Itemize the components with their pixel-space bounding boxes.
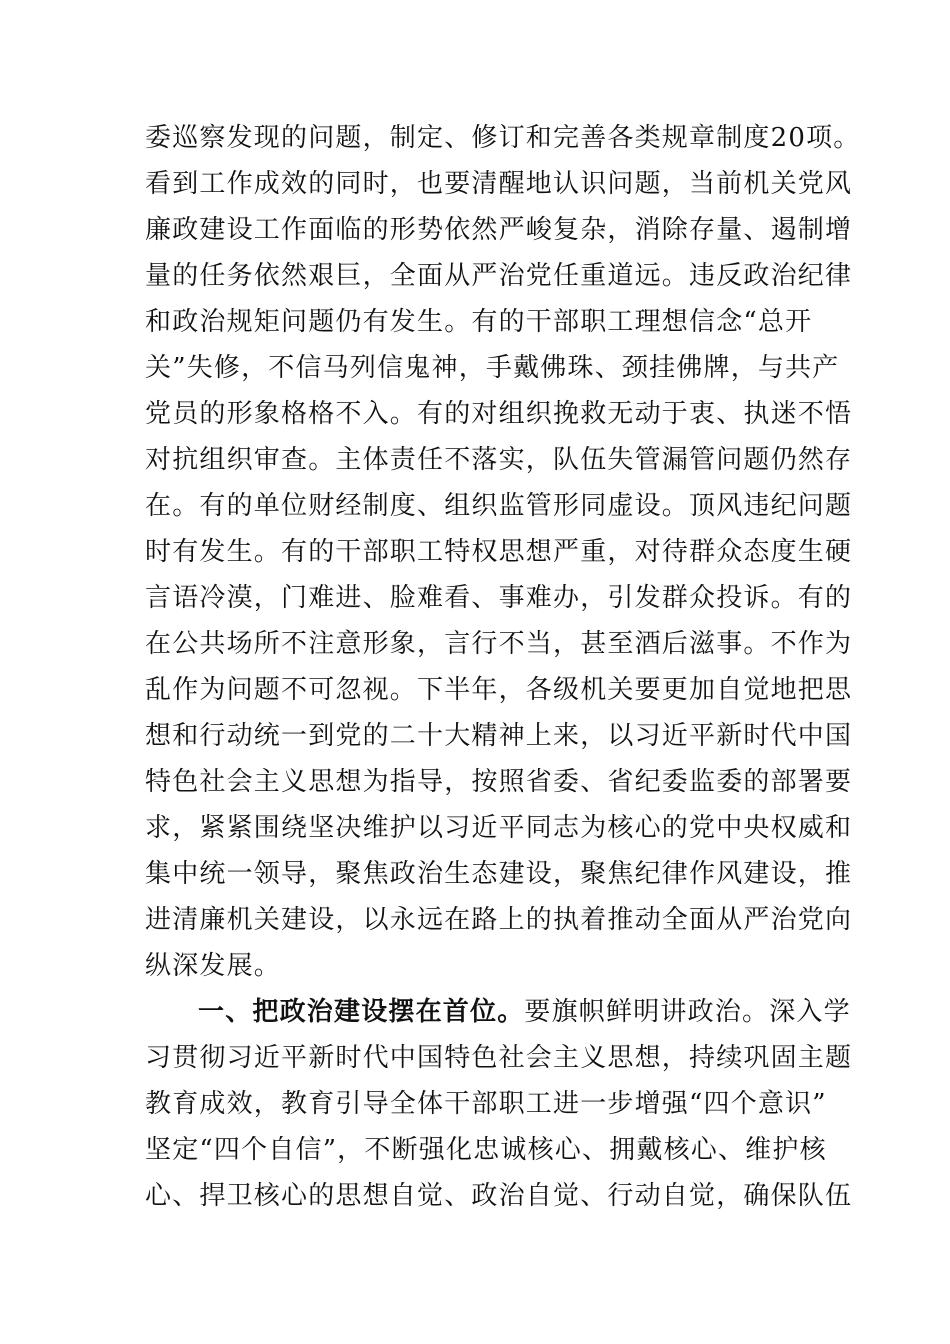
text-line: 时有发生。有的干部职工特权思想严重，对待群众态度生硬 bbox=[145, 537, 853, 567]
text-line: 乱作为问题不可忽视。下半年，各级机关要更加自觉地把思 bbox=[145, 675, 853, 705]
text-line: 在公共场所不注意形象，言行不当，甚至酒后滋事。不作为 bbox=[145, 629, 853, 659]
text-line: 党员的形象格格不入。有的对组织挽救无动于衷、执迷不悟 bbox=[145, 399, 853, 429]
text-line: 坚定“四个自信”，不断强化忠诚核心、拥戴核心、维护核 bbox=[145, 1135, 827, 1165]
text-line: 集中统一领导，聚焦政治生态建设，聚焦纪律作风建设，推 bbox=[145, 859, 853, 889]
text-line: 想和行动统一到党的二十大精神上来，以习近平新时代中国 bbox=[145, 721, 853, 751]
text-line: 看到工作成效的同时，也要清醒地认识问题，当前机关党风 bbox=[145, 169, 853, 199]
text-line: 委巡察发现的问题，制定、修订和完善各类规章制度20项。 bbox=[145, 123, 861, 153]
section-heading-line bbox=[198, 992, 851, 1032]
text-line: 对抗组织审查。主体责任不落实，队伍失管漏管问题仍然存 bbox=[145, 445, 853, 475]
section-heading: 一、把政治建设摆在首位。 bbox=[198, 997, 525, 1027]
text-line: 求，紧紧围绕坚决维护以习近平同志为核心的党中央权威和 bbox=[145, 813, 853, 843]
text-line: 关”失修，不信马列信鬼神，手戴佛珠、颈挂佛牌，与共产 bbox=[145, 353, 840, 383]
text-line: 教育成效，教育引导全体干部职工进一步增强“四个意识” bbox=[145, 1089, 827, 1119]
text-line: 习贯彻习近平新时代中国特色社会主义思想，持续巩固主题 bbox=[145, 1043, 853, 1073]
text-line: 量的任务依然艰巨，全面从严治党任重道远。违反政治纪律 bbox=[145, 261, 853, 291]
section-heading-rest: 要旗帜鲜明讲政治。深入学 bbox=[524, 997, 851, 1027]
text-line: 在。有的单位财经制度、组织监管形同虚设。顶风违纪问题 bbox=[145, 491, 853, 521]
text-line: 进清廉机关建设，以永远在路上的执着推动全面从严治党向 bbox=[145, 905, 853, 935]
text-line: 言语冷漠，门难进、脸难看、事难办，引发群众投诉。有的 bbox=[145, 583, 853, 613]
text-line: 廉政建设工作面临的形势依然严峻复杂，消除存量、遏制增 bbox=[145, 215, 853, 245]
text-line: 和政治规矩问题仍有发生。有的干部职工理想信念“总开 bbox=[145, 307, 813, 337]
text-line: 特色社会主义思想为指导，按照省委、省纪委监委的部署要 bbox=[145, 767, 853, 797]
text-line: 心、捍卫核心的思想自觉、政治自觉、行动自觉，确保队伍 bbox=[145, 1181, 853, 1211]
text-line: 纵深发展。 bbox=[145, 951, 282, 981]
